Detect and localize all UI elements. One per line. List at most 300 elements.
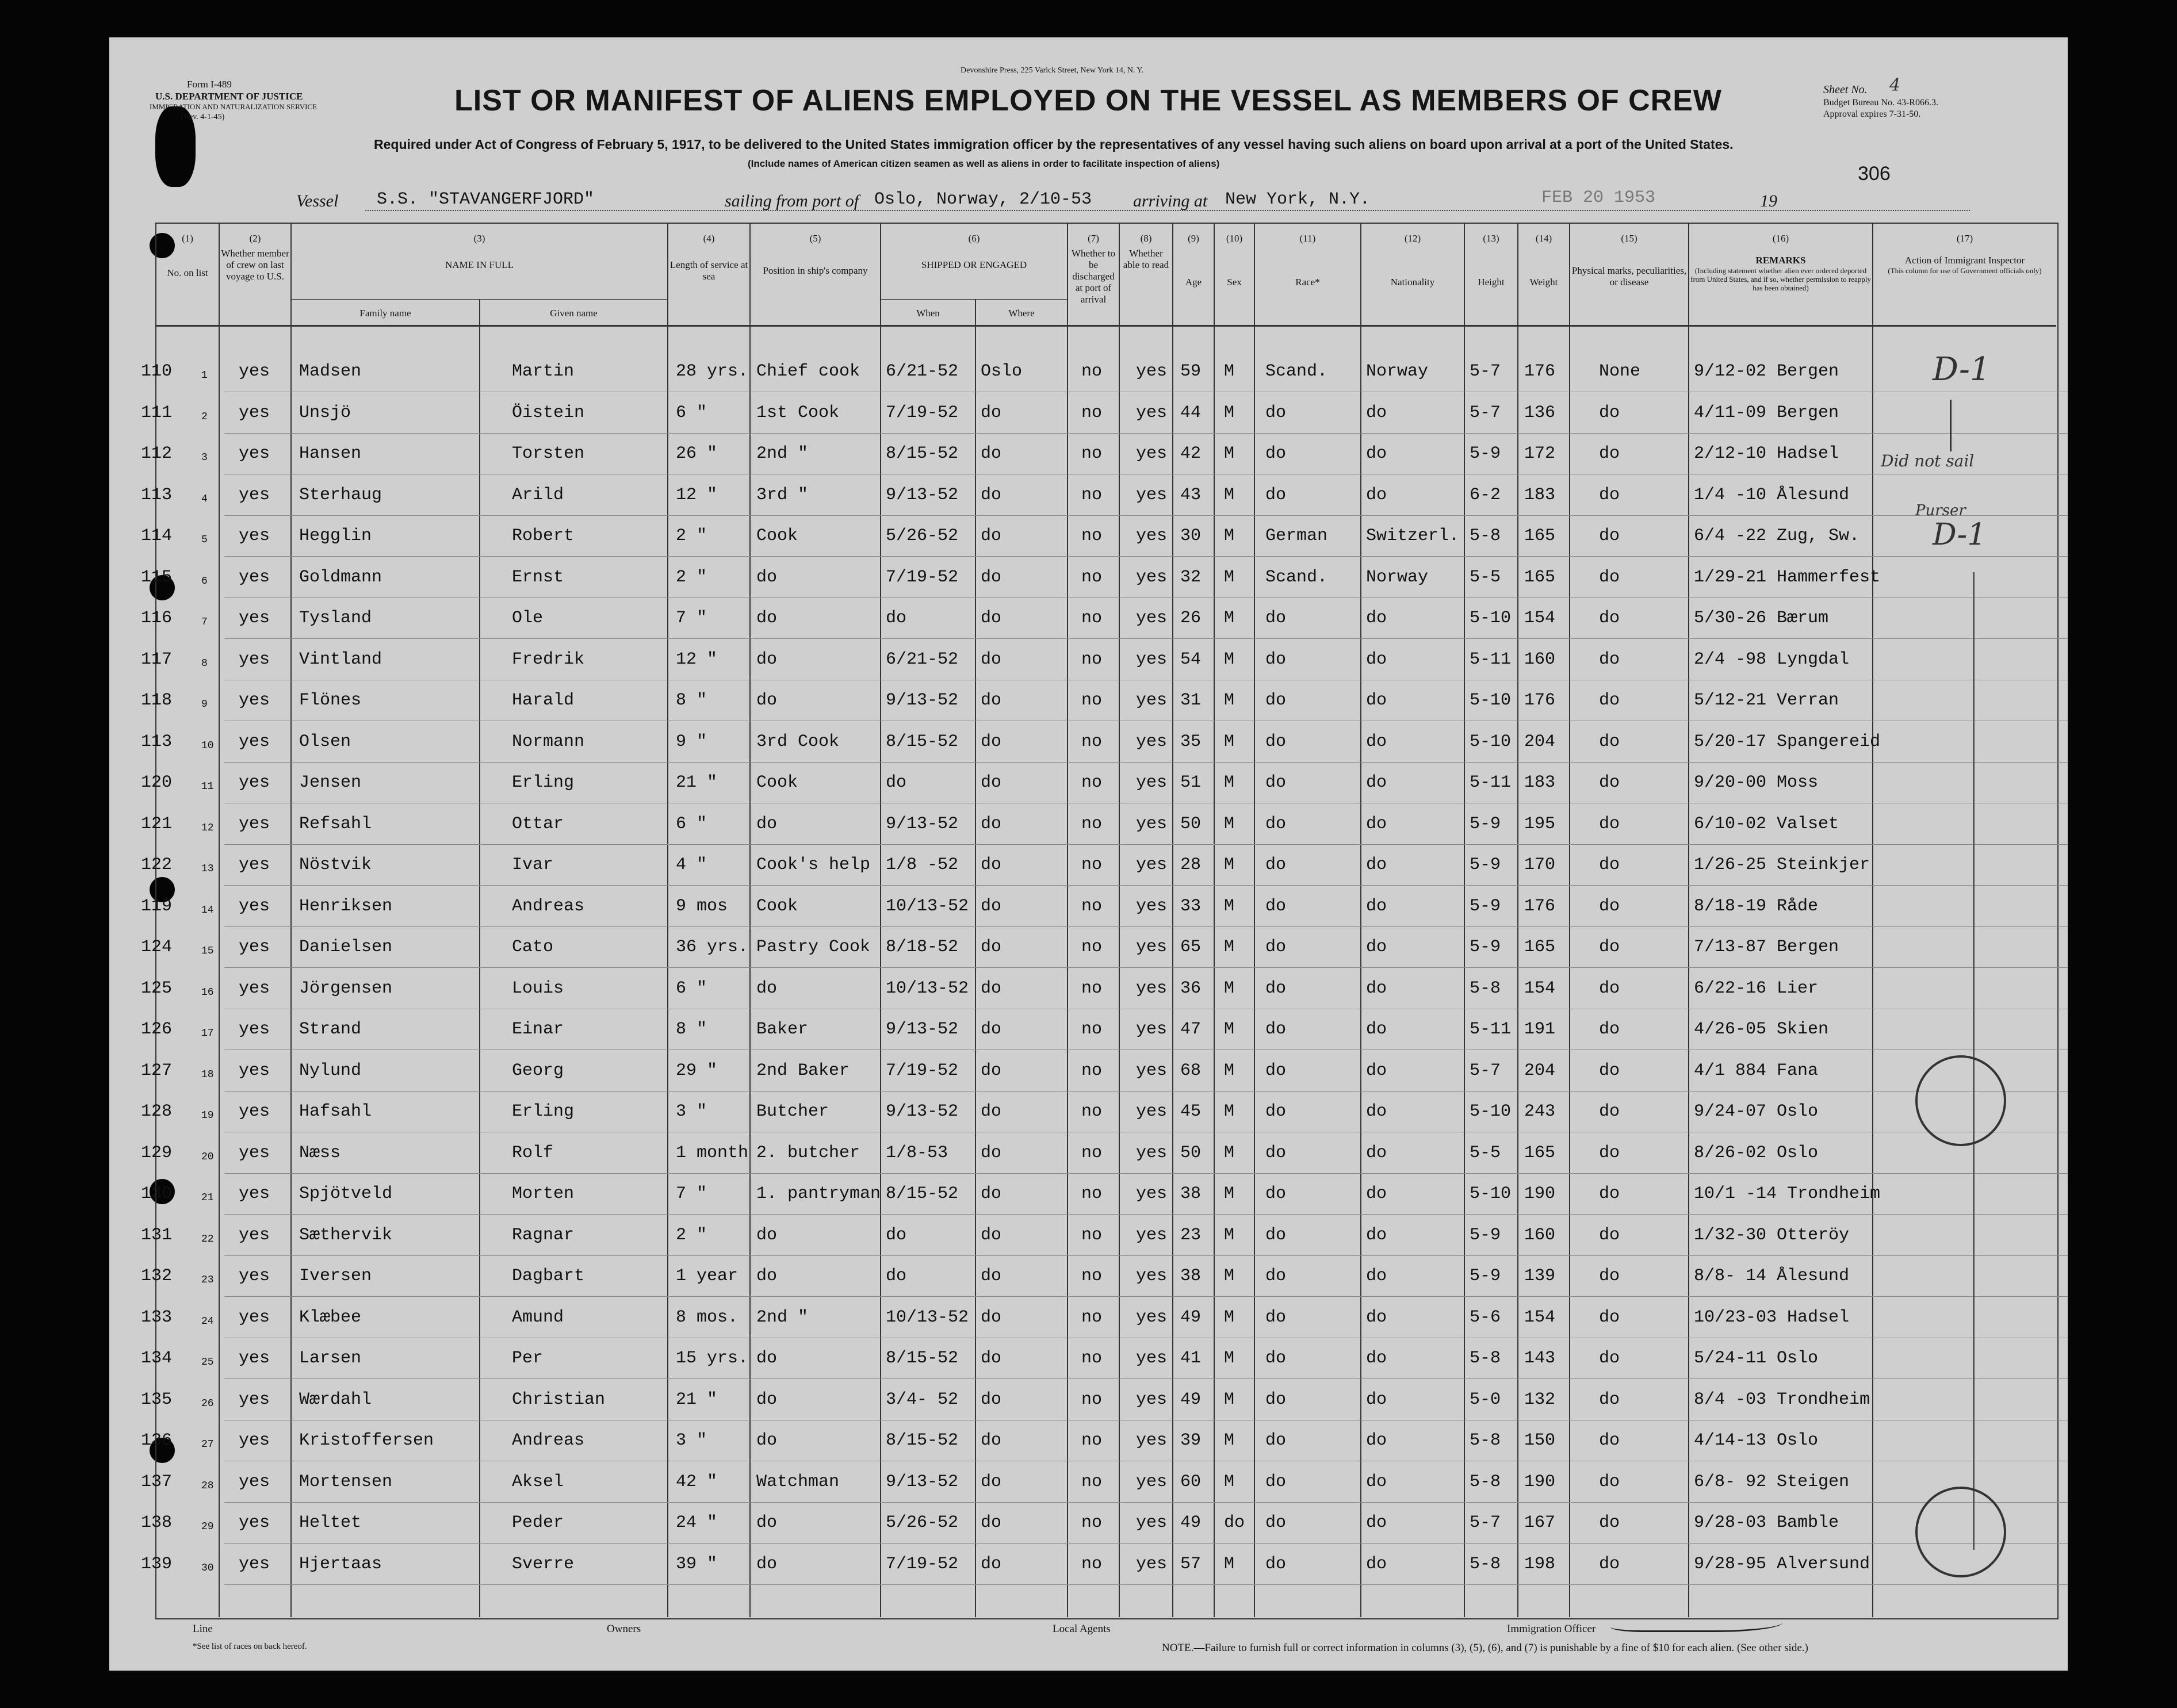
height: 5-8 — [1470, 1349, 1501, 1368]
physical-marks: do — [1599, 855, 1620, 875]
physical-marks: do — [1599, 896, 1620, 916]
col-header-no: (1) No. on list — [167, 233, 208, 278]
service-length: 2 " — [676, 1225, 707, 1245]
discharge: no — [1081, 526, 1103, 546]
weight: 198 — [1524, 1554, 1556, 1574]
service-length: 1 month — [676, 1143, 749, 1163]
remarks: 10/23-03 Hadsel — [1694, 1307, 1850, 1327]
line-number: 17 — [201, 1028, 214, 1039]
line-number: 21 — [201, 1192, 214, 1204]
race: do — [1265, 1389, 1287, 1410]
able-to-read: yes — [1136, 403, 1168, 423]
shipped-where: do — [981, 1513, 1002, 1533]
row-number-stamp: 121 — [141, 814, 173, 834]
sheet-label: Sheet No. — [1823, 83, 1868, 96]
service-length: 21 " — [676, 1389, 718, 1410]
line-number: 5 — [201, 534, 208, 546]
row-number-stamp: 111 — [141, 403, 173, 423]
service-length: 4 " — [676, 855, 707, 875]
position: do — [756, 1225, 778, 1245]
shipped-where: do — [981, 1307, 1002, 1327]
weight: 170 — [1524, 855, 1556, 875]
crew-row — [109, 599, 2068, 640]
race: German — [1265, 526, 1328, 546]
height: 5-10 — [1470, 691, 1512, 710]
col-header-family: Family name — [359, 308, 411, 319]
vessel-name: S.S. "STAVANGERFJORD" — [377, 190, 595, 209]
row-divider — [224, 515, 2068, 516]
remarks: 6/4 -22 Zug, Sw. — [1694, 526, 1860, 546]
nationality: do — [1366, 608, 1387, 628]
line-number: 19 — [201, 1110, 214, 1121]
position: Cook's help — [756, 855, 871, 875]
nationality: do — [1366, 1143, 1387, 1163]
height: 5-10 — [1470, 608, 1512, 628]
row-number-stamp: 133 — [141, 1307, 173, 1327]
crew-row — [109, 353, 2068, 393]
line-number: 15 — [201, 945, 214, 957]
sex: M — [1224, 485, 1235, 505]
line-number: 20 — [201, 1151, 214, 1163]
able-to-read: yes — [1136, 1184, 1168, 1204]
row-divider — [224, 1543, 2068, 1544]
discharge: no — [1081, 1307, 1103, 1327]
shipped-when: 7/19-52 — [886, 567, 959, 587]
height: 5-5 — [1470, 567, 1501, 587]
footer-line: Line — [193, 1623, 213, 1635]
sex: M — [1224, 608, 1235, 628]
line-number: 14 — [201, 904, 214, 916]
nationality: do — [1366, 1472, 1387, 1492]
nationality: do — [1366, 937, 1387, 957]
height: 5-9 — [1470, 855, 1501, 875]
able-to-read: yes — [1136, 1472, 1168, 1492]
discharge: no — [1081, 1266, 1103, 1286]
crew-row — [109, 928, 2068, 969]
race: do — [1265, 691, 1287, 710]
crew-row — [109, 846, 2068, 887]
crew-row — [109, 723, 2068, 764]
race: do — [1265, 855, 1287, 875]
shipped-when: 8/15-52 — [886, 1349, 959, 1368]
position: do — [756, 1389, 778, 1410]
form-number: Form I-489 — [187, 79, 232, 90]
crew-last-voyage: yes — [239, 1554, 270, 1574]
shipped-where: do — [981, 1431, 1002, 1450]
crew-last-voyage: yes — [239, 567, 270, 587]
crew-last-voyage: yes — [239, 896, 270, 916]
crew-row — [109, 558, 2068, 599]
row-number-stamp: 130 — [141, 1184, 173, 1204]
row-divider — [224, 1378, 2068, 1379]
physical-marks: do — [1599, 1389, 1620, 1410]
shipped-when: 9/13-52 — [886, 1472, 959, 1492]
service-length: 6 " — [676, 978, 707, 998]
shipped-when: 9/13-52 — [886, 814, 959, 834]
crew-last-voyage: yes — [239, 444, 270, 464]
nationality: do — [1366, 1513, 1387, 1533]
shipped-when: 5/26-52 — [886, 526, 959, 546]
family-name: Refsahl — [299, 814, 372, 834]
sex: M — [1224, 1349, 1235, 1368]
weight: 150 — [1524, 1431, 1556, 1450]
row-number-stamp: 126 — [141, 1020, 173, 1039]
given-name: Christian — [512, 1389, 606, 1410]
sex: M — [1224, 1307, 1235, 1327]
shipped-where: do — [981, 937, 1002, 957]
line-number: 18 — [201, 1069, 214, 1081]
family-name: Heltet — [299, 1513, 362, 1533]
row-number-stamp: 115 — [141, 567, 173, 587]
age: 41 — [1180, 1349, 1202, 1368]
given-name: Ragnar — [512, 1225, 575, 1245]
race: do — [1265, 649, 1287, 669]
row-number-stamp: 122 — [141, 855, 173, 875]
given-name: Peder — [512, 1513, 564, 1533]
position: Chief cook — [756, 362, 860, 381]
shipped-where: do — [981, 444, 1002, 464]
shipped-where: do — [981, 1020, 1002, 1039]
race: do — [1265, 896, 1287, 916]
height: 5-7 — [1470, 1513, 1501, 1533]
line-number: 23 — [201, 1274, 214, 1286]
weight: 160 — [1524, 1225, 1556, 1245]
crew-last-voyage: yes — [239, 1225, 270, 1245]
crew-row — [109, 681, 2068, 722]
age: 49 — [1180, 1513, 1202, 1533]
able-to-read: yes — [1136, 1020, 1168, 1039]
shipped-when: 5/26-52 — [886, 1513, 959, 1533]
service-length: 6 " — [676, 814, 707, 834]
inspector-note-did-not-sail: Did not sail — [1881, 451, 1975, 470]
height: 5-11 — [1470, 773, 1512, 792]
age: 35 — [1180, 732, 1202, 752]
shipped-when: 9/13-52 — [886, 485, 959, 505]
sex: M — [1224, 855, 1235, 875]
row-number-stamp: 131 — [141, 1225, 173, 1245]
row-divider — [224, 433, 2068, 434]
row-divider — [224, 1214, 2068, 1215]
height: 5-9 — [1470, 1225, 1501, 1245]
height: 5-8 — [1470, 978, 1501, 998]
line-number: 29 — [201, 1521, 214, 1533]
line-number: 8 — [201, 657, 208, 669]
service-name: IMMIGRATION AND NATURALIZATION SERVICE — [150, 102, 317, 111]
crew-row — [109, 764, 2068, 805]
sex: M — [1224, 526, 1235, 546]
age: 31 — [1180, 691, 1202, 710]
able-to-read: yes — [1136, 1513, 1168, 1533]
race: do — [1265, 814, 1287, 834]
nationality: do — [1366, 485, 1387, 505]
given-name: Ivar — [512, 855, 554, 875]
row-divider — [224, 1255, 2068, 1256]
service-length: 36 yrs. — [676, 937, 749, 957]
age: 68 — [1180, 1060, 1202, 1081]
col-header-crew: (2) Whether member of crew on last voyage to U.S. — [221, 233, 289, 282]
given-name: Ernst — [512, 567, 564, 587]
physical-marks: do — [1599, 1143, 1620, 1163]
family-name: Goldmann — [299, 567, 382, 587]
remarks: 9/12-02 Bergen — [1694, 362, 1839, 381]
able-to-read: yes — [1136, 1143, 1168, 1163]
discharge: no — [1081, 1389, 1103, 1410]
sex: M — [1224, 937, 1235, 957]
given-name: Amund — [512, 1307, 564, 1327]
crew-last-voyage: yes — [239, 1307, 270, 1327]
shipped-where: do — [981, 1349, 1002, 1368]
col-header-weight: (14) Weight — [1529, 233, 1558, 288]
race: Scand. — [1265, 362, 1328, 381]
given-name: Arild — [512, 485, 564, 505]
remarks: 5/20-17 Spangereid — [1694, 732, 1881, 752]
given-name: Morten — [512, 1184, 575, 1204]
service-length: 8 " — [676, 1020, 707, 1039]
row-number-stamp: 117 — [141, 649, 173, 669]
family-name: Strand — [299, 1020, 362, 1039]
height: 5-7 — [1470, 403, 1501, 423]
discharge: no — [1081, 1349, 1103, 1368]
crew-last-voyage: yes — [239, 937, 270, 957]
shipped-where: do — [981, 649, 1002, 669]
race: do — [1265, 937, 1287, 957]
service-length: 2 " — [676, 567, 707, 587]
service-length: 29 " — [676, 1060, 718, 1081]
row-divider — [224, 844, 2068, 845]
height: 5-11 — [1470, 649, 1512, 669]
shipped-when: 8/15-52 — [886, 444, 959, 464]
nationality: Norway — [1366, 567, 1429, 587]
shipped-where: do — [981, 814, 1002, 834]
crew-row — [109, 1381, 2068, 1422]
shipped-when: 7/19-52 — [886, 1060, 959, 1081]
crew-last-voyage: yes — [239, 1143, 270, 1163]
nationality: do — [1366, 403, 1387, 423]
race: do — [1265, 1184, 1287, 1204]
age: 43 — [1180, 485, 1202, 505]
page-number: 306 — [1858, 163, 1891, 185]
row-divider — [224, 1502, 2068, 1503]
shipped-where: do — [981, 978, 1002, 998]
discharge: no — [1081, 773, 1103, 792]
weight: 243 — [1524, 1102, 1556, 1121]
service-length: 1 year — [676, 1266, 739, 1286]
remarks: 9/24-07 Oslo — [1694, 1102, 1819, 1121]
row-number-stamp: 113 — [141, 485, 173, 505]
physical-marks: do — [1599, 1472, 1620, 1492]
age: 28 — [1180, 855, 1202, 875]
line-number: 25 — [201, 1357, 214, 1368]
physical-marks: do — [1599, 1020, 1620, 1039]
include-note: (Include names of American citizen seamen as well as aliens in order to facilitate inspection of aliens) — [748, 158, 1220, 169]
weight: 191 — [1524, 1020, 1556, 1039]
nationality: do — [1366, 691, 1387, 710]
age: 50 — [1180, 1143, 1202, 1163]
line-number: 26 — [201, 1397, 214, 1410]
crew-last-voyage: yes — [239, 691, 270, 710]
family-name: Henriksen — [299, 896, 393, 916]
race: do — [1265, 608, 1287, 628]
footer-local-agents: Local Agents — [1053, 1623, 1111, 1635]
col-header-sex: (10) Sex — [1226, 233, 1243, 288]
able-to-read: yes — [1136, 649, 1168, 669]
weight: 195 — [1524, 814, 1556, 834]
race: do — [1265, 978, 1287, 998]
physical-marks: do — [1599, 773, 1620, 792]
age: 45 — [1180, 1102, 1202, 1121]
height: 5-8 — [1470, 1554, 1501, 1574]
position: Pastry Cook — [756, 937, 871, 957]
shipped-when: 10/13-52 — [886, 896, 969, 916]
shipped-where: do — [981, 773, 1002, 792]
weight: 139 — [1524, 1266, 1556, 1286]
col-header-nationality: (12) Nationality — [1390, 233, 1435, 288]
age: 26 — [1180, 608, 1202, 628]
height: 5-9 — [1470, 814, 1501, 834]
given-name: Per — [512, 1349, 544, 1368]
able-to-read: yes — [1136, 1554, 1168, 1574]
able-to-read: yes — [1136, 485, 1168, 505]
remarks: 1/4 -10 Ålesund — [1694, 485, 1850, 505]
sex: M — [1224, 1266, 1235, 1286]
nationality: do — [1366, 1060, 1387, 1081]
discharge: no — [1081, 1143, 1103, 1163]
shipped-where: do — [981, 691, 1002, 710]
able-to-read: yes — [1136, 1266, 1168, 1286]
shipped-when: 1/8-53 — [886, 1143, 948, 1163]
service-length: 6 " — [676, 403, 707, 423]
nationality: do — [1366, 1184, 1387, 1204]
service-length: 8 mos. — [676, 1307, 739, 1327]
col-header-position: (5) Position in ship's company — [763, 233, 868, 276]
given-name: Harald — [512, 691, 575, 710]
discharge: no — [1081, 937, 1103, 957]
age: 39 — [1180, 1431, 1202, 1450]
race: do — [1265, 1307, 1287, 1327]
line-number: 10 — [201, 740, 214, 752]
given-name: Andreas — [512, 1431, 585, 1450]
shipped-when: 8/15-52 — [886, 1184, 959, 1204]
sex: M — [1224, 444, 1235, 464]
row-divider — [224, 926, 2068, 927]
remarks: 4/26-05 Skien — [1694, 1020, 1829, 1039]
service-length: 3 " — [676, 1102, 707, 1121]
family-name: Kristoffersen — [299, 1431, 434, 1450]
crew-row — [109, 1299, 2068, 1339]
nationality: do — [1366, 649, 1387, 669]
position: 2nd " — [756, 444, 809, 464]
revision: (Rev. 4-1-45) — [181, 113, 225, 121]
position: do — [756, 1554, 778, 1574]
height: 5-7 — [1470, 1060, 1501, 1081]
family-name: Wærdahl — [299, 1389, 372, 1410]
physical-marks: do — [1599, 1554, 1620, 1574]
weight: 143 — [1524, 1349, 1556, 1368]
remarks: 4/14-13 Oslo — [1694, 1431, 1819, 1450]
crew-row — [109, 1463, 2068, 1504]
shipped-when: 8/15-52 — [886, 1431, 959, 1450]
age: 38 — [1180, 1184, 1202, 1204]
discharge: no — [1081, 362, 1103, 381]
crew-last-voyage: yes — [239, 1472, 270, 1492]
age: 59 — [1180, 362, 1202, 381]
row-number-stamp: 124 — [141, 937, 173, 957]
service-length: 21 " — [676, 773, 718, 792]
physical-marks: do — [1599, 444, 1620, 464]
discharge: no — [1081, 1225, 1103, 1245]
discharge: no — [1081, 1431, 1103, 1450]
header-rule — [155, 325, 2056, 327]
vessel-label: Vessel — [296, 192, 339, 210]
crew-last-voyage: yes — [239, 814, 270, 834]
row-divider — [224, 1584, 2068, 1585]
col-header-shipped: (6) SHIPPED OR ENGAGED — [921, 233, 1027, 270]
weight: 165 — [1524, 567, 1556, 587]
race: do — [1265, 403, 1287, 423]
discharge: no — [1081, 485, 1103, 505]
crew-row — [109, 805, 2068, 846]
position: Cook — [756, 526, 798, 546]
age: 49 — [1180, 1389, 1202, 1410]
weight: 176 — [1524, 896, 1556, 916]
given-name: Georg — [512, 1060, 564, 1081]
row-number-stamp: 129 — [141, 1143, 173, 1163]
position: 3rd " — [756, 485, 809, 505]
row-number-stamp: 128 — [141, 1102, 173, 1121]
height: 6-2 — [1470, 485, 1501, 505]
sex: M — [1224, 773, 1235, 792]
shipped-when: do — [886, 1225, 907, 1245]
family-name: Vintland — [299, 649, 382, 669]
age: 38 — [1180, 1266, 1202, 1286]
height: 5-5 — [1470, 1143, 1501, 1163]
able-to-read: yes — [1136, 896, 1168, 916]
crew-last-voyage: yes — [239, 485, 270, 505]
sex: M — [1224, 1102, 1235, 1121]
able-to-read: yes — [1136, 937, 1168, 957]
physical-marks: do — [1599, 978, 1620, 998]
sailing-label: sailing from port of — [725, 192, 859, 210]
age: 33 — [1180, 896, 1202, 916]
crew-last-voyage: yes — [239, 1389, 270, 1410]
shipped-when: 1/8 -52 — [886, 855, 959, 875]
printer-line: Devonshire Press, 225 Varick Street, New York 14, N. Y. — [961, 66, 1144, 75]
inspector-note-d1-second: D-1 — [1933, 518, 1987, 552]
height: 5-0 — [1470, 1389, 1501, 1410]
sex: M — [1224, 1389, 1235, 1410]
sex: M — [1224, 1431, 1235, 1450]
family-name: Iversen — [299, 1266, 372, 1286]
height: 5-6 — [1470, 1307, 1501, 1327]
line-number: 24 — [201, 1315, 214, 1327]
row-number-stamp: 134 — [141, 1349, 173, 1368]
col-header-race: (11) Race* — [1295, 233, 1320, 288]
weight: 176 — [1524, 362, 1556, 381]
given-name: Öistein — [512, 403, 585, 423]
able-to-read: yes — [1136, 1431, 1168, 1450]
line-number: 9 — [201, 699, 208, 710]
physical-marks: do — [1599, 1060, 1620, 1081]
race: do — [1265, 485, 1287, 505]
nationality: do — [1366, 978, 1387, 998]
height: 5-10 — [1470, 1102, 1512, 1121]
crew-last-voyage: yes — [239, 1431, 270, 1450]
shipped-where: do — [981, 608, 1002, 628]
position: Baker — [756, 1020, 809, 1039]
col-header-name: (3) NAME IN FULL — [445, 233, 514, 270]
weight: 183 — [1524, 773, 1556, 792]
nationality: do — [1366, 855, 1387, 875]
